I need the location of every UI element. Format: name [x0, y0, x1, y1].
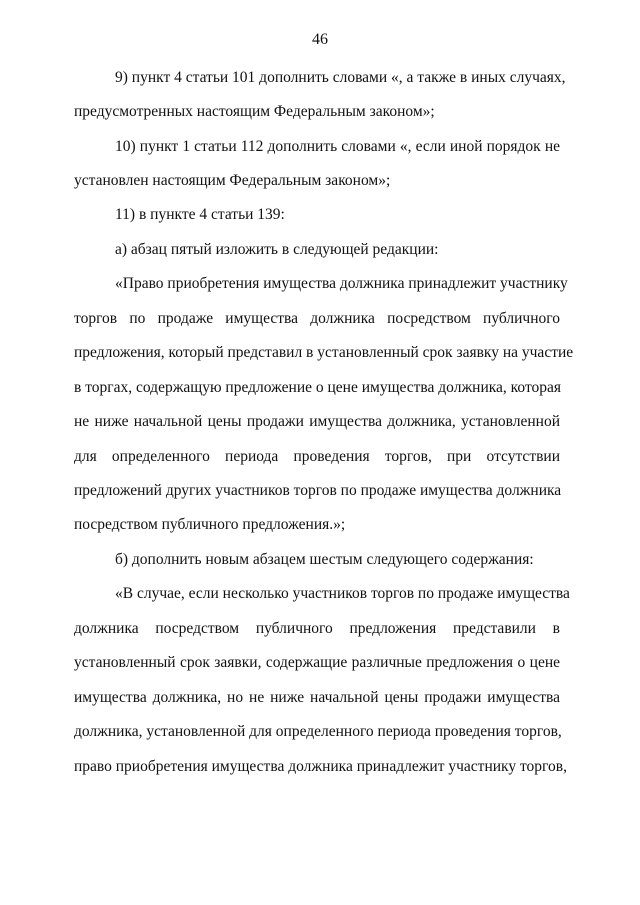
text-line: 10) пункт 1 статьи 112 дополнить словами «, если иной порядок не [115, 138, 560, 155]
page-number: 46 [312, 31, 328, 48]
text-line: предложения, который представил в установленный срок заявку на участие [74, 344, 574, 361]
text-line: а) абзац пятый изложить в следующей редакции: [115, 241, 439, 258]
text-line: 11) в пункте 4 статьи 139: [115, 206, 285, 223]
text-line: 9) пункт 4 статьи 101 дополнить словами «, а также в иных случаях, [115, 69, 566, 86]
text-line: в торгах, содержащую предложение о цене имущества должника, которая [74, 379, 562, 396]
text-line: предусмотренных настоящим Федеральным законом»; [74, 103, 435, 120]
text-line: право приобретения имущества должника принадлежит участнику торгов, [74, 758, 567, 775]
text-line: «В случае, если несколько участников торгов по продаже имущества [115, 585, 570, 602]
text-line: «Право приобретения имущества должника принадлежит участнику [115, 275, 568, 292]
text-line: торгов по продаже имущества должника посредством публичного [74, 310, 560, 327]
text-line: посредством публичного предложения.»; [74, 516, 346, 533]
text-line: должника посредством публичного предложения представили в [74, 620, 560, 637]
text-line: установленный срок заявки, содержащие различные предложения о цене [74, 654, 560, 671]
text-line: б) дополнить новым абзацем шестым следующего содержания: [115, 551, 534, 568]
text-line: не ниже начальной цены продажи имущества должника, установленной [74, 413, 560, 430]
text-line: установлен настоящим Федеральным законом»; [74, 172, 391, 189]
text-line: предложений других участников торгов по продаже имущества должника [74, 482, 562, 499]
text-line: должника, установленной для определенного периода проведения торгов, [74, 723, 562, 740]
text-line: имущества должника, но не ниже начальной цены продажи имущества [74, 689, 560, 706]
text-line: для определенного периода проведения торгов, при отсутствии [74, 448, 560, 465]
